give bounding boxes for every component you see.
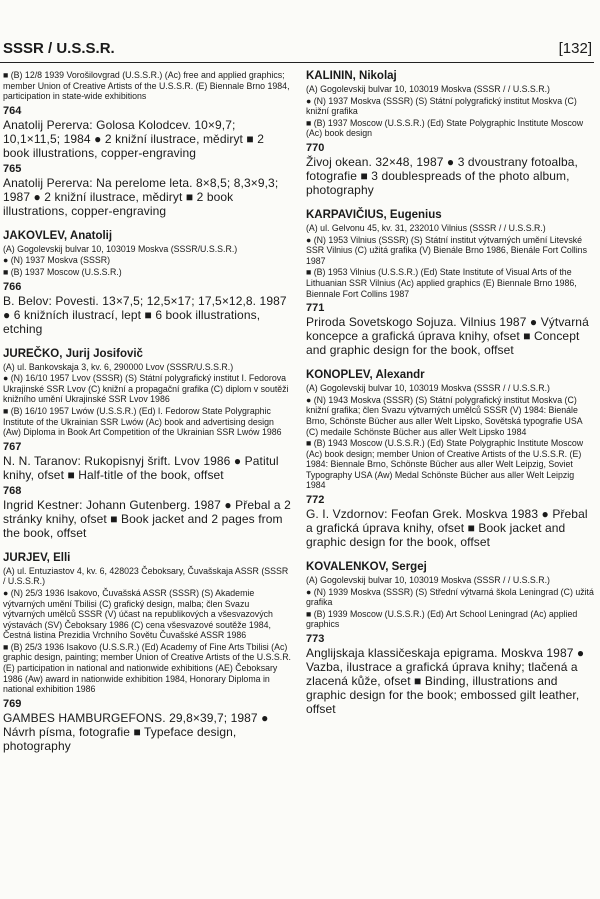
entry-description: Anatolij Pererva: Na perelome leta. 8×8,5; 8,3×9,3; 1987 ● 2 knižní ilustrace, mědiryt ■ 2 book illustrations, copper-engraving xyxy=(3,175,279,218)
artist-details: ■ (B) 1953 Vilnius (U.S.S.R.) (Ed) State Institute of Visual Arts of the Lithuanian SSR Vilnius (Ac) applied graphics (E) Biennale Brno 1986, Biennale Fort Collins 1987 xyxy=(306,267,577,299)
entry-description: Priroda Sovetskogo Sojuza. Vilnius 1987 ● Výtvarná koncepce a grafická úprava knihy, ofset ■ Concept and graphic design for the book, offset xyxy=(306,315,589,358)
artist-name: JUREČKO, Jurij Josifovič xyxy=(3,347,143,360)
right-column xyxy=(306,70,594,716)
artist-name: JAKOVLEV, Anatolij xyxy=(3,229,113,242)
entry-spacer xyxy=(3,540,291,552)
entry-number: 773 xyxy=(306,633,325,646)
artist-name: KONOPLEV, Alexandr xyxy=(306,369,425,382)
artist-details: ● (N) 1943 Moskva (SSSR) (S) Státní polygrafický institut Moskva (C) knižní grafika; člen Svazu výtvarných umělců SSSR (V) 1984: Bienále Brno, Schönste Bücher aus aller Welt Lipsko, Sovětská typografie USA (C) medaile Schönste Bücher aus aller Welt Lipsko 1984 xyxy=(306,394,583,437)
entry-description: Anatolij Pererva: Golosa Kolodcev. 10×9,7; 10,1×11,5; 1984 ● 2 knižní ilustrace, mědiryt ■ 2 book illustrations, copper-engraving xyxy=(3,117,264,160)
entry-number: 765 xyxy=(3,162,22,175)
artist-details: ● (N) 16/10 1957 Lvov (SSSR) (S) Státní polygrafický institut I. Fedorova Ukrajinské SSR Lvov (C) knižní a propagační grafika (C) diplom v soutěži knižního umění Ukrajinské SSR Lvov 1986 xyxy=(3,373,289,405)
entry-number: 770 xyxy=(306,141,325,154)
artist-details: ■ (B) 12/8 1939 Vorošilovgrad (U.S.S.R.) (Ac) free and applied graphics; member Union of Creative Artists of the U.S.S.R. (E) Biennale Brno 1984, participation in state-wide exhibitions xyxy=(3,70,290,102)
artist-details: ■ (B) 16/10 1957 Lwów (U.S.S.R.) (Ed) I. Fedorow State Polygraphic Institute of the Ukrainian SSR Lwów (Ac) book and advertising design (Aw) Diploma in Book Art Competition of the Ukrainian SSR Lwów 1986 xyxy=(3,405,282,438)
entry-spacer xyxy=(306,549,594,561)
artist-name: JURJEV, Elli xyxy=(3,551,71,564)
entry-number: 772 xyxy=(306,494,325,507)
artist-details: ● (N) 1937 Moskva (SSSR) xyxy=(3,255,110,266)
entry-description: G. I. Vzdornov: Feofan Grek. Moskva 1983 ● Přebal a grafická úprava knihy, ofset ■ Book jacket and graphic design for the book, offset xyxy=(306,507,588,550)
artist-details: ● (N) 1937 Moskva (SSSR) (S) Státní polygrafický institut Moskva (C) knižní grafika xyxy=(306,95,577,117)
entry-description: B. Belov: Povesti. 13×7,5; 12,5×17; 17,5×12,8. 1987 ● 6 knižních ilustrací, lept ■ 6 book illustrations, etching xyxy=(3,293,287,336)
artist-name: KALININ, Nikolaj xyxy=(306,70,397,82)
artist-name: KOVALENKOV, Sergej xyxy=(306,561,427,574)
page-number: [132] xyxy=(558,40,592,57)
artist-details: (A) ul. Gelvonu 45, kv. 31, 232010 Vilnius (SSSR / / U.S.S.R.) xyxy=(306,222,546,233)
entry-number: 769 xyxy=(3,697,22,710)
artist-details: ■ (B) 25/3 1936 Isakovo (U.S.S.R.) (Ed) Academy of Fine Arts Tbilisi (Ac) graphic design, painting; member Union of Creative Artists of the U.S.S.R. (E) participation in national and nationwide exhibitions (AE) Čeboksary 1986 (Aw) award in nationwide exhibition 1984, Honorary Diploma in national exhibition 1986 xyxy=(3,641,291,695)
entry-number: 764 xyxy=(3,104,22,117)
artist-details: (A) Gogolevskij bulvar 10, 103019 Moskva (SSSR/U.S.S.R.) xyxy=(3,243,238,254)
entry-spacer xyxy=(306,357,594,369)
header-rule xyxy=(0,62,594,63)
running-title: SSSR / U.S.S.R. xyxy=(3,40,115,57)
artist-details: (A) ul. Bankovskaja 3, kv. 6, 290000 Lvov (SSSR/U.S.S.R.) xyxy=(3,361,234,372)
artist-details: ● (N) 1953 Vilnius (SSSR) (S) Státní institut výtvarných umění Litevské SSR Vilnius (C) užitá grafika (V) Bienále Brno 1986, Bienále Fort Collins 1987 xyxy=(306,234,587,266)
artist-details: ■ (B) 1937 Moscow (U.S.S.R.) xyxy=(3,266,122,277)
artist-details: ■ (B) 1937 Moscow (U.S.S.R.) (Ed) State Polygraphic Institute Moscow (Ac) book design xyxy=(306,117,584,139)
artist-details: (A) Gogolevskij bulvar 10, 103019 Moskva (SSSR / / U.S.S.R.) xyxy=(306,575,550,586)
artist-details: (A) ul. Entuziastov 4, kv. 6, 428023 Čeboksary, Čuvašskaja ASSR (SSSR / U.S.S.R.) xyxy=(3,565,289,587)
entry-number: 768 xyxy=(3,484,22,497)
artist-name: KARPAVIČIUS, Eugenius xyxy=(306,208,442,221)
artist-details: (A) Gogolevskij bulvar 10, 103019 Moskva (SSSR / / U.S.S.R.) xyxy=(306,383,550,394)
entry-number: 771 xyxy=(306,302,325,315)
entry-description: Ingrid Kestner: Johann Gutenberg. 1987 ● Přebal a 2 stránky knihy, ofset ■ Book jacket and 2 pages from the book, offset xyxy=(3,497,291,540)
entry-description: N. N. Taranov: Rukopisnyj šrift. Lvov 1986 ● Patitul knihy, ofset ■ Half-title of the book, offset xyxy=(3,453,279,482)
entry-number: 767 xyxy=(3,440,22,453)
artist-details: ■ (B) 1943 Moscow (U.S.S.R.) (Ed) State Polygraphic Institute Moscow (Ac) book design; member Union of Creative Artists of the U.S.S.R. (E) 1984: Biennale Brno, Schönste Bücher aus aller Welt Leipzig, Soviet Typography USA (Aw) Medal Schönste Bücher aus aller Welt Leipzig 1984 xyxy=(306,438,584,491)
artist-details: ● (N) 25/3 1936 Isakovo, Čuvašská ASSR (SSSR) (S) Akademie výtvarných umění Tbilisi (C) grafický design, malba; člen Svazu výtvarných umělců SSSR (V) účast na republikových a všesvazových výstavách (SV) Čeboksary 1986 (C) cena všesvazové soutěže 1984, Čestná listina Prezidia Vrchního Sovětu Čuvašské ASSR 1986 xyxy=(3,587,273,641)
entry-spacer xyxy=(3,218,291,230)
entry-spacer xyxy=(3,336,291,348)
left-column xyxy=(3,70,291,753)
entry-description: GAMBES HAMBURGEFONS. 29,8×39,7; 1987 ● Návrh písma, fotografie ■ Typeface design, photography xyxy=(3,710,269,753)
artist-details: (A) Gogolevskij bulvar 10, 103019 Moskva (SSSR / / U.S.S.R.) xyxy=(306,84,550,94)
artist-details: ■ (B) 1939 Moscow (U.S.S.R.) (Ed) Art School Leningrad (Ac) applied graphics xyxy=(306,608,578,630)
entry-description: Živoj okean. 32×48, 1987 ● 3 dvoustrany fotoalba, fotografie ■ 3 doublespreads of the photo album, photography xyxy=(306,154,578,197)
artist-details: ● (N) 1939 Moskva (SSSR) (S) Střední výtvarná škola Leningrad (C) užitá grafika xyxy=(306,586,594,608)
entry-number: 766 xyxy=(3,280,22,293)
entry-spacer xyxy=(306,197,594,209)
entry-description: Anglijskaja klassičeskaja epigrama. Moskva 1987 ● Vazba, ilustrace a grafická úprava knihy; tlačená a zlacená kůže, ofset ■ Binding, illustrations and graphic design for the book; embossed gilt leather, offset xyxy=(306,646,585,717)
page-header xyxy=(0,40,600,64)
